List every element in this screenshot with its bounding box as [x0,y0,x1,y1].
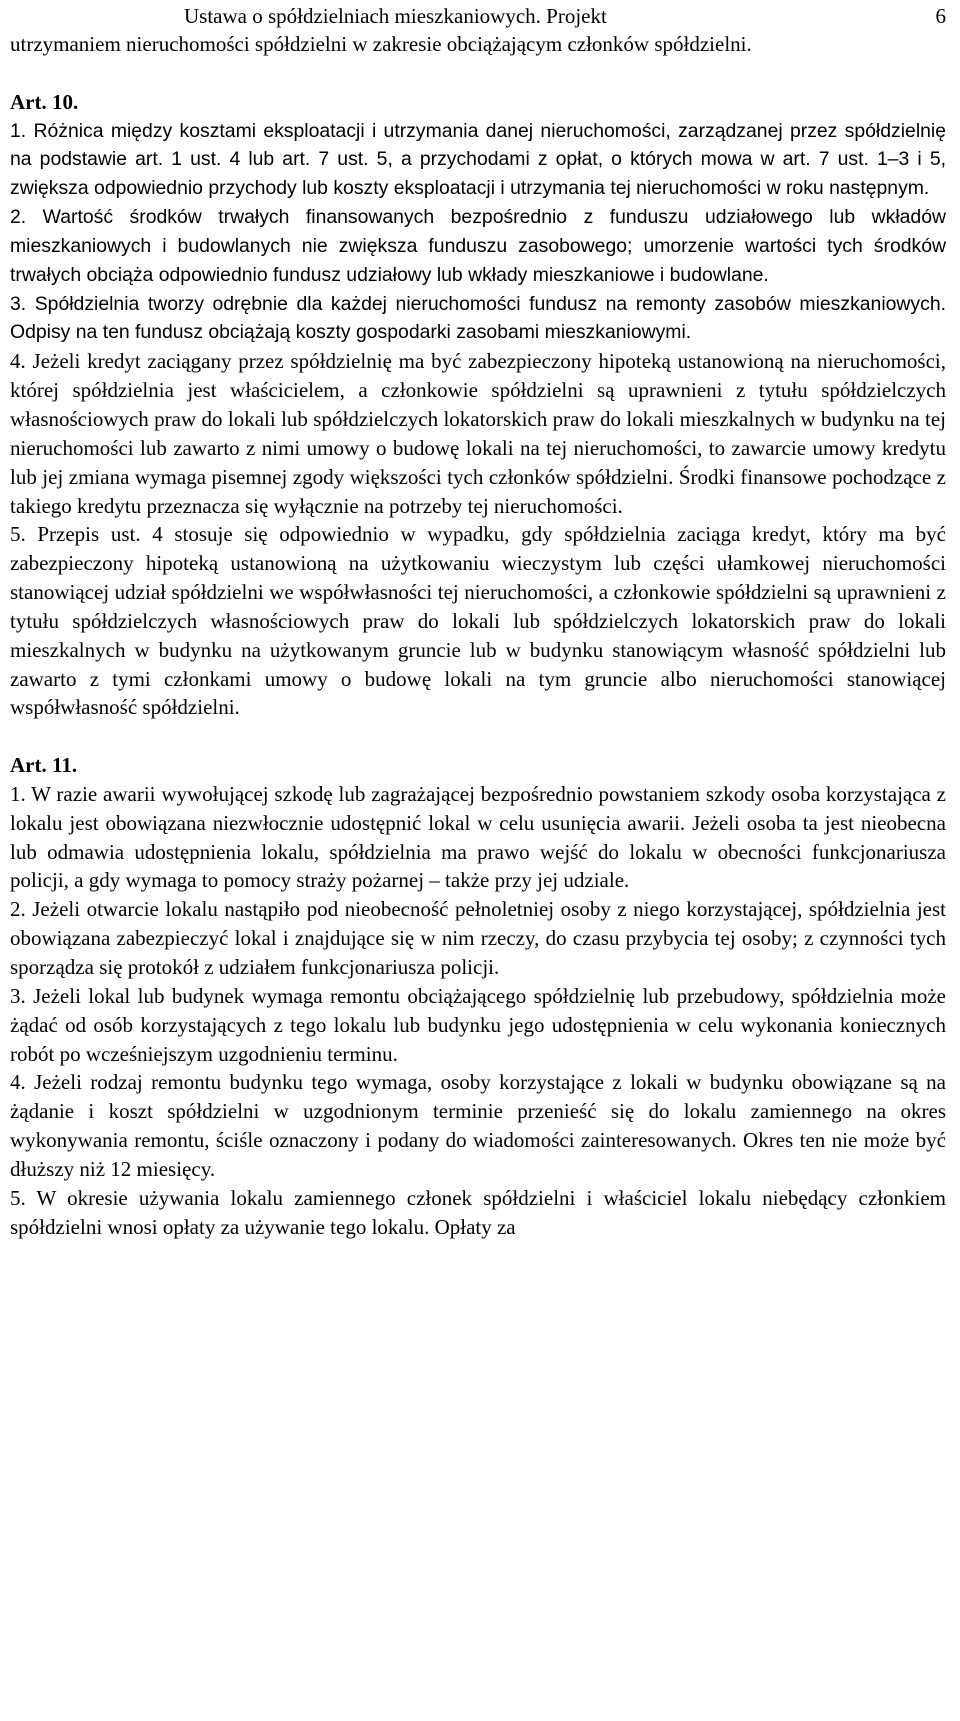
article-10-paragraph-4: 4. Jeżeli kredyt zaciągany przez spółdzielnię ma być zabezpieczony hipoteką ustanowioną na nieruchomości, której spółdzielnia jest właścicielem, a członkowie spółdzielni są uprawnieni z tytułu spółdzielczych własnościowych praw do lokali lub spółdzielczych lokatorskich praw do lokali mieszkalnych w budynku na tej nieruchomości lub zawarto z nimi umowy o budowę lokali na tej nieruchomości, to zawarcie umowy kredytu lub jej zmiana wymaga pisemnej zgody większości tych członków spółdzielni. Środki finansowe pochodzące z takiego kredytu przeznacza się wyłącznie na potrzeby tej nieruchomości. [10,349,946,518]
article-11-paragraph-2: 2. Jeżeli otwarcie lokalu nastąpiło pod nieobecność pełnoletniej osoby z niego korzystającej, spółdzielnia jest obowiązana zabezpieczyć lokal i znajdujące się w nim rzeczy, do czasu przybycia tej osoby; z czynności tych sporządza się protokół z udziałem funkcjonariusza policji. [10,897,946,979]
document-body [10,30,946,1241]
article-10-paragraph-2: 2. Wartość środków trwałych finansowanych bezpośrednio z funduszu udziałowego lub wkładów mieszkaniowych i budowlanych nie zwiększa funduszu zasobowego; umorzenie wartości tych środków trwałych obciąża odpowiednio fundusz udziałowy lub wkłady mieszkaniowe i budowlane. [10,206,946,286]
page-header [10,2,950,30]
document-title: Ustawa o spółdzielniach mieszkaniowych. Projekt [184,4,607,28]
spacer [10,722,946,751]
intro-paragraph: utrzymaniem nieruchomości spółdzielni w zakresie obciążającym członków spółdzielni. [10,32,752,56]
article-11-paragraph-4: 4. Jeżeli rodzaj remontu budynku tego wymaga, osoby korzystające z lokali w budynku obowiązane są na żądanie i koszt spółdzielni w uzgodnionym terminie przenieść się do lokalu zamiennego na okres wykonywania remontu, ściśle oznaczony i podany do wiadomości zainteresowanych. Okres ten nie może być dłuższy niż 12 miesięcy. [10,1070,946,1181]
article-10-heading: Art. 10. [10,89,79,114]
article-11-paragraph-1: 1. W razie awarii wywołującej szkodę lub zagrażającej bezpośrednio powstaniem szkody osoba korzystająca z lokalu jest obowiązana niezwłocznie udostępnić lokal w celu usunięcia awarii. Jeżeli osoba ta jest nieobecna lub odmawia udostępnienia lokalu, spółdzielnia ma prawo wejść do lokalu w obecności funkcjonariusza policji, a gdy wymaga to pomocy straży pożarnej – także przy jej udziale. [10,781,946,893]
page-number: 6 [935,4,946,28]
article-10-paragraph-1: 1. Różnica między kosztami eksploatacji i utrzymania danej nieruchomości, zarządzanej przez spółdzielnię na podstawie art. 1 ust. 4 lub art. 7 ust. 5, a przychodami z opłat, o których mowa w art. 7 ust. 1–3 i 5, zwiększa odpowiednio przychody lub koszty eksploatacji i utrzymania tej nieruchomości w roku następnym. [10,119,946,200]
article-10-paragraph-5: 5. Przepis ust. 4 stosuje się odpowiednio w wypadku, gdy spółdzielnia zaciąga kredyt, który ma być zabezpieczony hipoteką ustanowioną na użytkowaniu wieczystym lub części ułamkowej nieruchomości stanowiącej udział spółdzielni we współwłasności tej nieruchomości, a członkowie spółdzielni są uprawnieni z tytułu spółdzielczych własnościowych praw do lokali lub spółdzielczych lokatorskich praw do lokali mieszkalnych w budynku na użytkowanym gruncie lub w budynku stanowiącym własność spółdzielni lub zawarto z tymi członkami umowy o budowę lokali na tym gruncie albo nieruchomości stanowiącej współwłasność spółdzielni. [10,522,946,720]
article-11-paragraph-3: 3. Jeżeli lokal lub budynek wymaga remontu obciążającego spółdzielnię lub przebudowy, spółdzielnia może żądać od osób korzystających z tego lokalu lub budynku jego udostępnienia w celu wykonania koniecznych robót po wcześniejszym uzgodnieniu terminu. [10,983,946,1066]
article-11-paragraph-5: 5. W okresie używania lokalu zamiennego członek spółdzielni i właściciel lokalu niebędący członkiem spółdzielni wnosi opłaty za używanie tego lokalu. Opłaty za [10,1185,946,1239]
article-10-paragraph-3: 3. Spółdzielnia tworzy odrębnie dla każdej nieruchomości fundusz na remonty zasobów mieszkaniowych. Odpisy na ten fundusz obciążają koszty gospodarki zasobami mieszkaniowymi. [10,292,946,344]
article-11-heading: Art. 11. [10,753,78,778]
spacer [10,59,946,88]
